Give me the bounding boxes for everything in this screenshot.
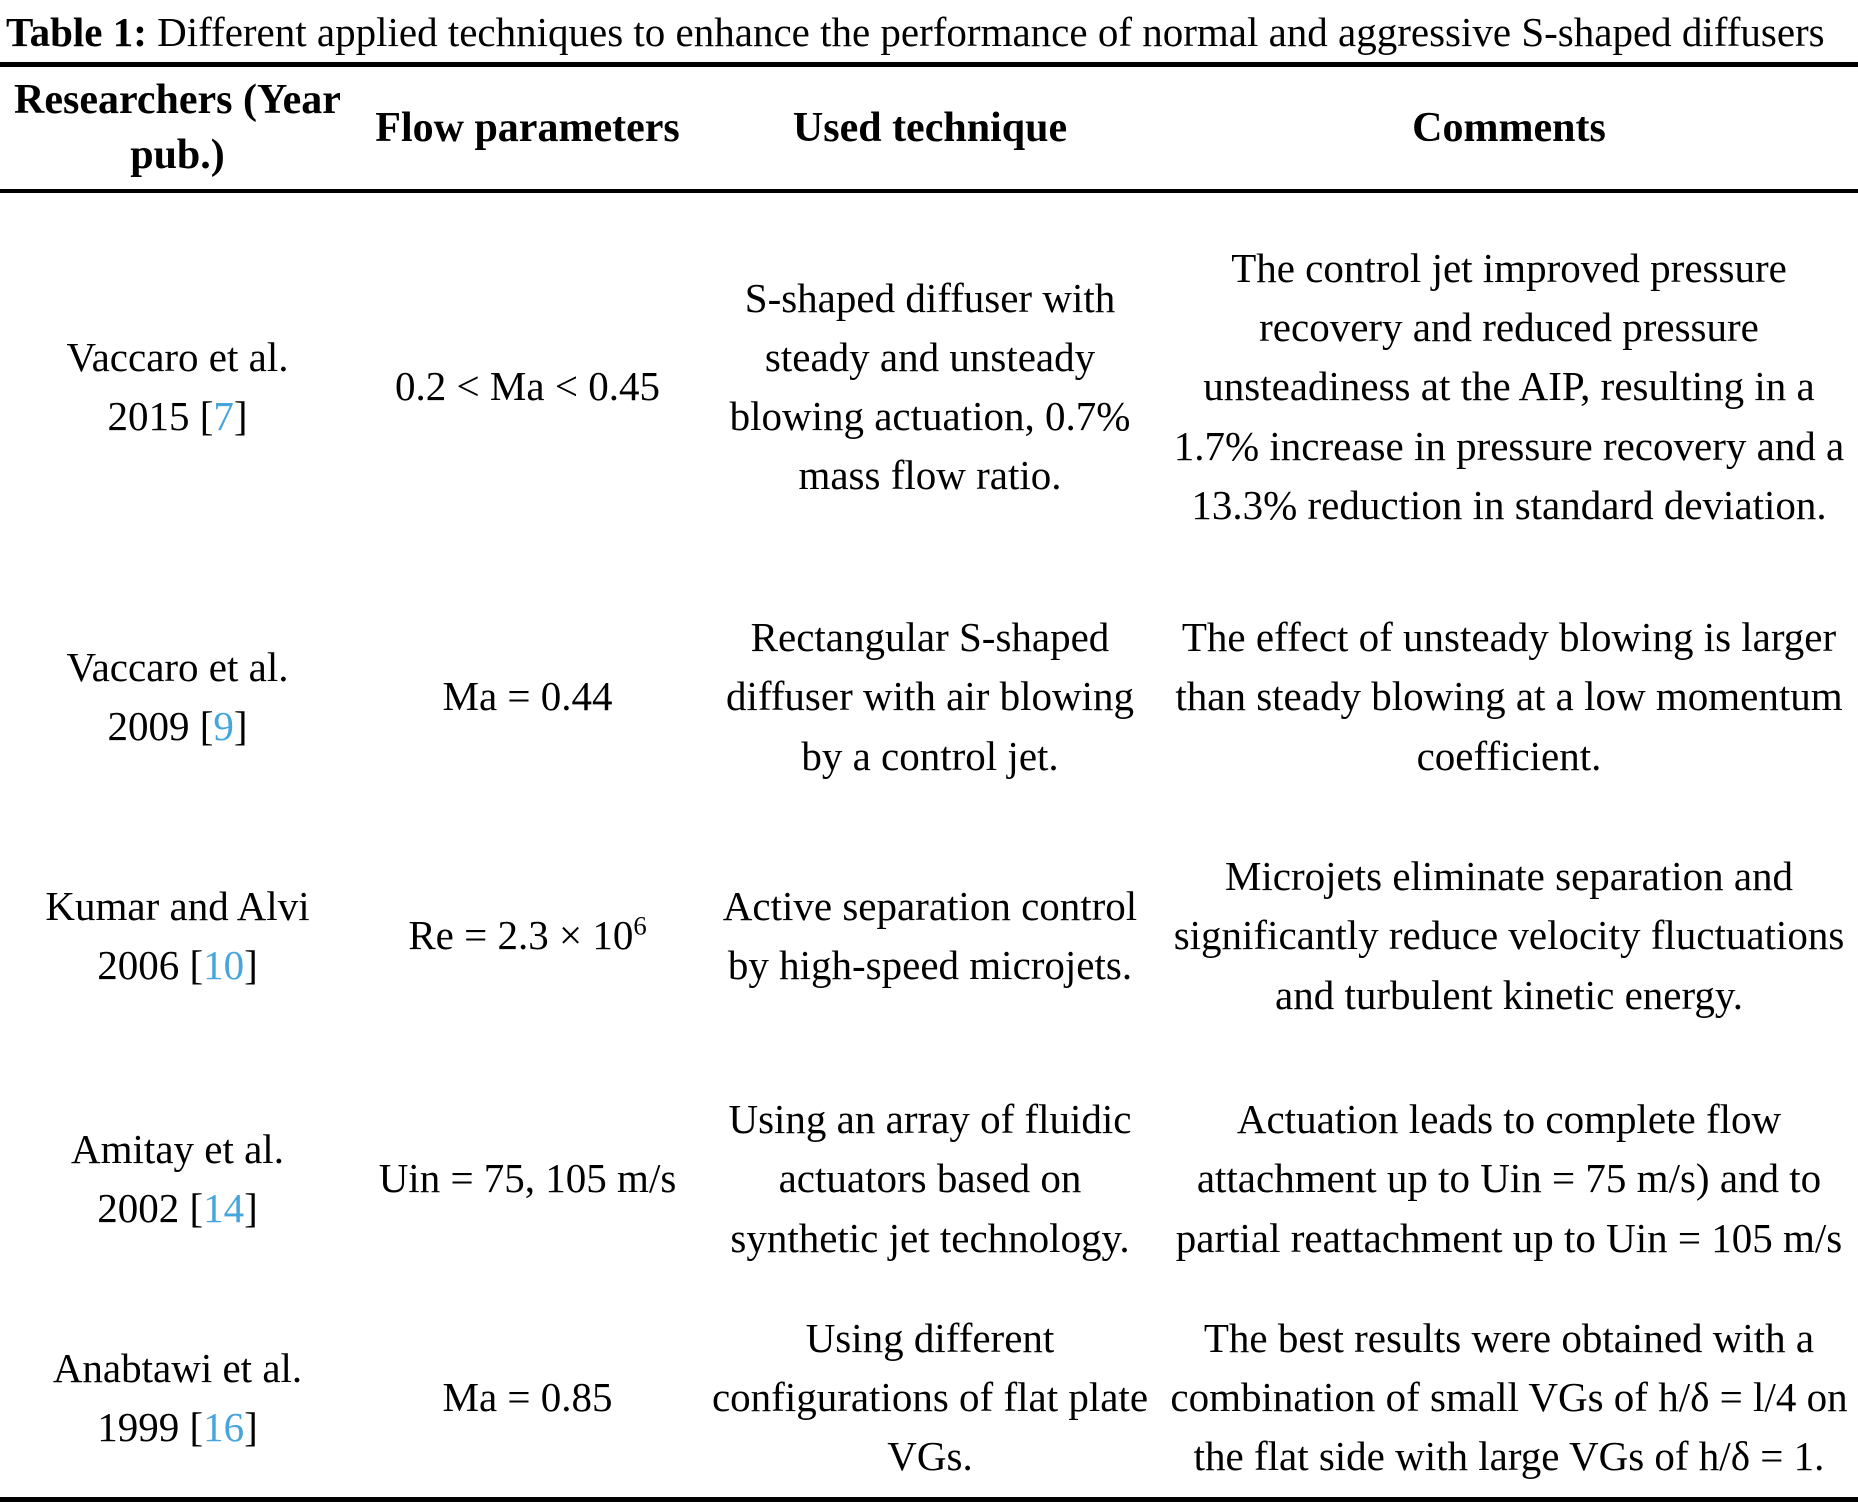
researcher-name: Amitay et al. — [71, 1125, 284, 1172]
table-row — [0, 1299, 1858, 1499]
techniques-table — [0, 62, 1858, 1502]
cell-used-technique: Active separation control by high-speed microjets. — [722, 882, 1138, 988]
cell-comments: The control jet improved pressure recovery and reduced pressure unsteadiness at the AIP, resulting in a 1.7% increase in pressure recovery and a 13.3% reduction in standard deviation. — [1173, 245, 1845, 528]
researcher-citation — [10, 387, 345, 446]
cell-used-technique: Using an array of fluidic actuators based on synthetic jet technology. — [728, 1096, 1132, 1261]
cell-comments: Actuation leads to complete flow attachment up to Uin = 75 m/s) and to partial reattachment up to Uin = 105 m/s — [1175, 1096, 1843, 1261]
citation-year: 2015 [ — [107, 393, 214, 439]
citation-bracket: ] — [233, 703, 248, 749]
flow-parameter-value: Uin = 75, 105 m/s — [378, 1155, 677, 1202]
table-row — [0, 581, 1858, 813]
researcher-name: Kumar and Alvi — [45, 882, 310, 929]
citation-link[interactable]: 9 — [213, 703, 234, 749]
citation-year: 2006 [ — [97, 942, 204, 988]
citation-link[interactable]: 10 — [203, 942, 245, 988]
citation-year: 2009 [ — [107, 703, 214, 749]
cell-comments: The best results were obtained with a combination of small VGs of h/δ = l/4 on the flat side with large VGs of h/δ = 1. — [1170, 1315, 1848, 1480]
citation-link[interactable]: 14 — [203, 1185, 245, 1231]
researcher-citation — [10, 936, 345, 995]
col-header-comments: Comments — [1160, 65, 1858, 192]
table-row — [0, 813, 1858, 1059]
cell-flow-parameters — [355, 813, 700, 1059]
cell-researcher — [0, 1059, 355, 1299]
citation-year: 1999 [ — [97, 1403, 204, 1450]
cell-flow-parameters — [355, 191, 700, 581]
table-row — [0, 1059, 1858, 1299]
researcher-citation — [10, 697, 345, 756]
flow-parameter-value: Re = 2.3 × 10 — [408, 912, 634, 959]
cell-researcher — [0, 191, 355, 581]
citation-bracket: ] — [233, 393, 248, 439]
table-caption — [0, 0, 1858, 62]
col-header-flow-parameters: Flow parameters — [355, 65, 700, 192]
flow-parameter-value: Ma = 0.85 — [442, 1374, 613, 1421]
cell-researcher — [0, 581, 355, 813]
cell-used-technique: Using different configurations of flat plate VGs. — [711, 1315, 1149, 1480]
col-header-used-technique: Used technique — [700, 65, 1160, 192]
cell-flow-parameters — [355, 581, 700, 813]
cell-comments: The effect of unsteady blowing is larger than steady blowing at a low momentum coefficient. — [1175, 614, 1843, 779]
cell-researcher — [0, 813, 355, 1059]
researcher-citation — [10, 1179, 345, 1238]
citation-bracket: ] — [244, 942, 258, 988]
cell-comments: Microjets eliminate separation and significantly reduce velocity fluctuations and turbulent kinetic energy. — [1173, 853, 1845, 1018]
researcher-name: Anabtawi et al. — [52, 1344, 303, 1391]
researcher-name: Vaccaro et al. — [66, 333, 289, 380]
cell-researcher — [0, 1299, 355, 1499]
table-caption-text: Different applied techniques to enhance the performance of normal and aggressive S-shaped diffusers — [146, 9, 1825, 55]
flow-parameter-value: 0.2 < Ma < 0.45 — [395, 363, 660, 410]
citation-bracket: ] — [244, 1403, 258, 1450]
table-header-row — [0, 65, 1858, 192]
col-header-researchers: Researchers (Year pub.) — [0, 65, 355, 192]
citation-bracket: ] — [244, 1185, 258, 1231]
citation-year: 2002 [ — [97, 1185, 204, 1231]
citation-link[interactable]: 7 — [213, 393, 234, 439]
table-caption-label: Table 1: — [6, 9, 147, 55]
flow-parameter-value: Ma = 0.44 — [442, 673, 613, 720]
table-row — [0, 191, 1858, 581]
cell-flow-parameters — [355, 1059, 700, 1299]
cell-used-technique: S-shaped diffuser with steady and unsteady blowing actuation, 0.7% mass flow ratio. — [729, 274, 1131, 499]
citation-link[interactable]: 16 — [203, 1403, 245, 1450]
cell-flow-parameters — [355, 1299, 700, 1499]
flow-parameter-exponent: 6 — [633, 910, 647, 941]
researcher-name: Vaccaro et al. — [66, 643, 289, 690]
cell-used-technique: Rectangular S-shaped diffuser with air blowing by a control jet. — [725, 614, 1135, 779]
researcher-citation — [10, 1398, 345, 1457]
